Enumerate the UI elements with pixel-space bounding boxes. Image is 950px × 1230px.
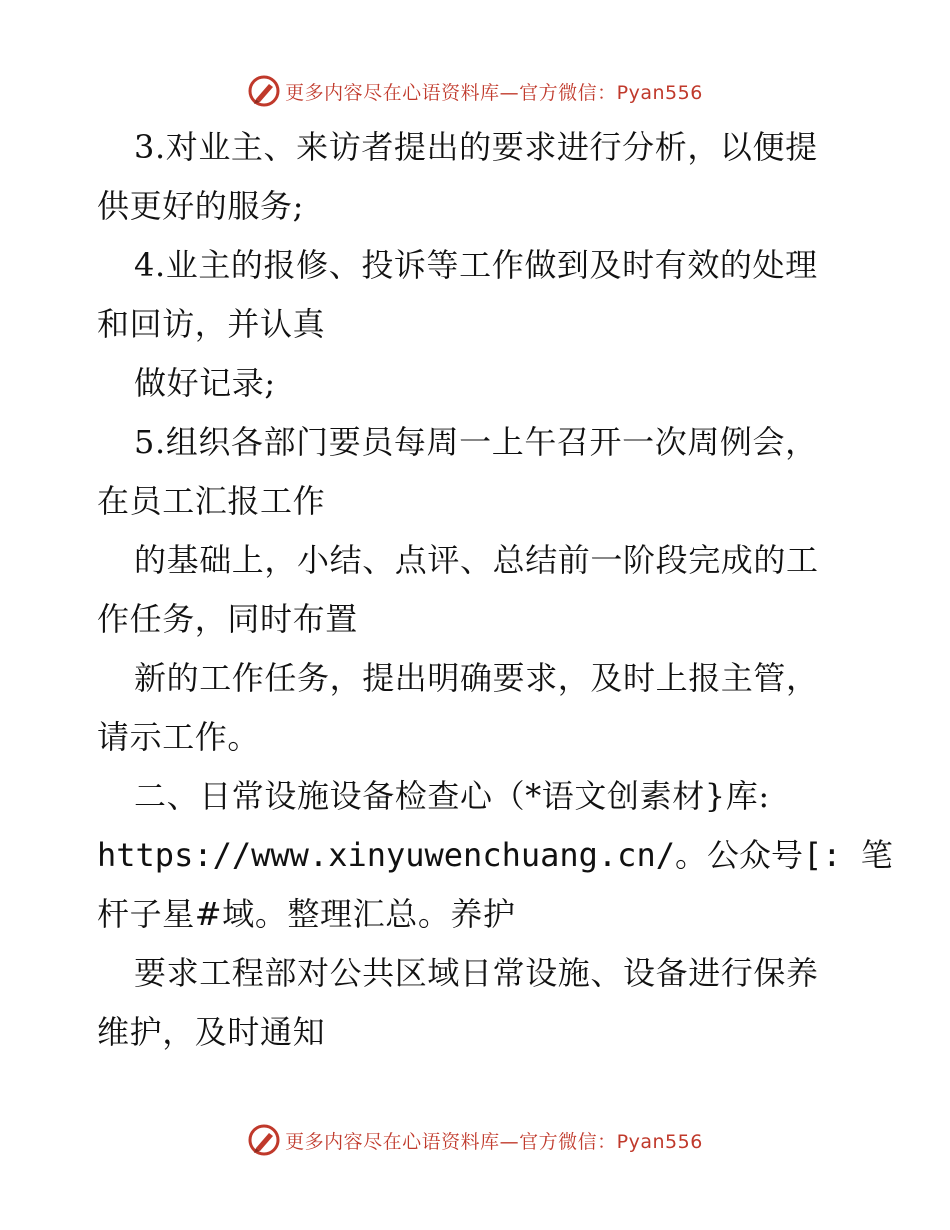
banner-label: 更多内容尽在心语资料库—官方微信：	[285, 81, 617, 104]
text-line: 维护，及时通知	[97, 1013, 326, 1051]
text-line: 4.业主的报修、投诉等工作做到及时有效的处理	[134, 246, 818, 284]
text-line: 杆子星#域。整理汇总。养护	[97, 895, 516, 933]
banner-wechat-id: Pyan556	[616, 1130, 703, 1153]
text-line: 做好记录;	[134, 364, 276, 402]
banner-text	[285, 78, 703, 105]
text-line-url: https://www.xinyuwenchuang.cn/。公众号[: 笔	[97, 836, 893, 874]
banner-wechat-id: Pyan556	[616, 81, 703, 104]
text-line: 要求工程部对公共区域日常设施、设备进行保养	[134, 954, 819, 992]
footer-banner	[0, 1120, 950, 1160]
text-line: 5.组织各部门要员每周一上午召开一次周例会，	[134, 423, 818, 461]
header-banner	[0, 71, 950, 111]
text-line: 的基础上，小结、点评、总结前一阶段完成的工	[134, 541, 819, 579]
text-line: 新的工作任务，提出明确要求，及时上报主管，	[134, 659, 819, 697]
text-line: 3.对业主、来访者提出的要求进行分析，以便提	[134, 128, 818, 166]
text-line: 供更好的服务;	[97, 187, 304, 225]
text-line: 在员工汇报工作	[97, 482, 326, 520]
text-line: 二、日常设施设备检查心（*语文创素材}库:	[134, 777, 770, 815]
pen-circle-logo-icon	[247, 1123, 281, 1157]
text-line: 作任务，同时布置	[97, 600, 358, 638]
text-line: 和回访，并认真	[97, 305, 326, 343]
banner-label: 更多内容尽在心语资料库—官方微信：	[285, 1130, 617, 1153]
pen-circle-logo-icon	[247, 74, 281, 108]
document-body	[97, 118, 893, 1062]
text-line: 请示工作。	[97, 718, 261, 756]
banner-text	[285, 1127, 703, 1154]
